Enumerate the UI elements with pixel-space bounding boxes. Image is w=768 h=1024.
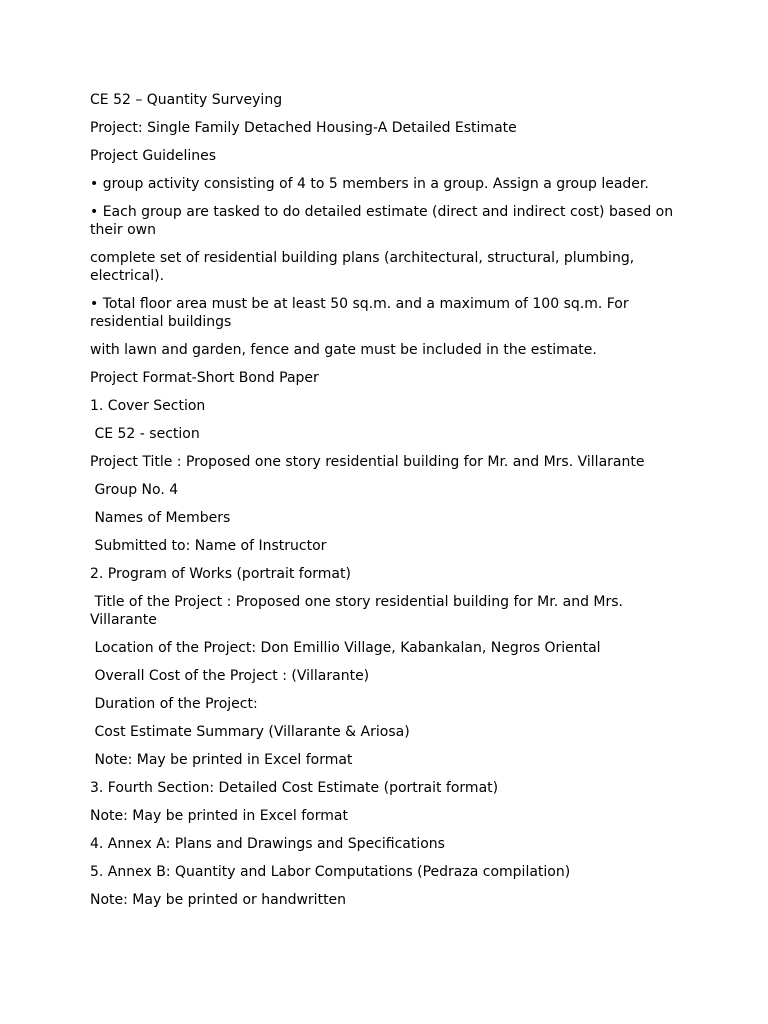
detailed-cost-note: Note: May be printed in Excel format [90,808,348,824]
guideline-detailed-estimate: • Each group are tasked to do detailed estimate (direct and indirect cost) based on their own [90,204,678,238]
cover-group-number: Group No. 4 [90,482,179,498]
guidelines-heading: Project Guidelines [90,148,217,164]
annex-b-heading: 5. Annex B: Quantity and Labor Computations (Pedraza compilation) [90,864,571,880]
guideline-building-plans: complete set of residential building plans (architectural, structural, plumbing, electrical). [90,250,639,284]
detailed-cost-heading: 3. Fourth Section: Detailed Cost Estimate (portrait format) [90,780,499,796]
guideline-floor-area: • Total floor area must be at least 50 sq.m. and a maximum of 100 sq.m. For residential buildings [90,296,634,330]
program-note: Note: May be printed in Excel format [90,752,353,768]
cover-members: Names of Members [90,510,231,526]
cover-section-heading: 1. Cover Section [90,398,206,414]
program-of-works-heading: 2. Program of Works (portrait format) [90,566,351,582]
cover-course-section: CE 52 - section [90,426,200,442]
project-format-heading: Project Format-Short Bond Paper [90,370,319,386]
guideline-group-activity: • group activity consisting of 4 to 5 members in a group. Assign a group leader. [90,176,649,192]
program-overall-cost: Overall Cost of the Project : (Villarante) [90,668,370,684]
document-body [90,91,680,919]
annex-b-note: Note: May be printed or handwritten [90,892,347,908]
program-duration: Duration of the Project: [90,696,258,712]
cover-project-title: Project Title : Proposed one story residential building for Mr. and Mrs. Villarante [90,454,645,470]
project-line: Project: Single Family Detached Housing-A Detailed Estimate [90,120,517,136]
guideline-lawn-garden: with lawn and garden, fence and gate must be included in the estimate. [90,342,597,358]
course-heading: CE 52 – Quantity Surveying [90,92,283,108]
program-title: Title of the Project : Proposed one story residential building for Mr. and Mrs. Villarante [90,594,628,628]
program-cost-summary: Cost Estimate Summary (Villarante & Ariosa) [90,724,410,740]
program-location: Location of the Project: Don Emillio Village, Kabankalan, Negros Oriental [90,640,601,656]
annex-a-heading: 4. Annex A: Plans and Drawings and Specifications [90,836,445,852]
cover-submitted-to: Submitted to: Name of Instructor [90,538,327,554]
